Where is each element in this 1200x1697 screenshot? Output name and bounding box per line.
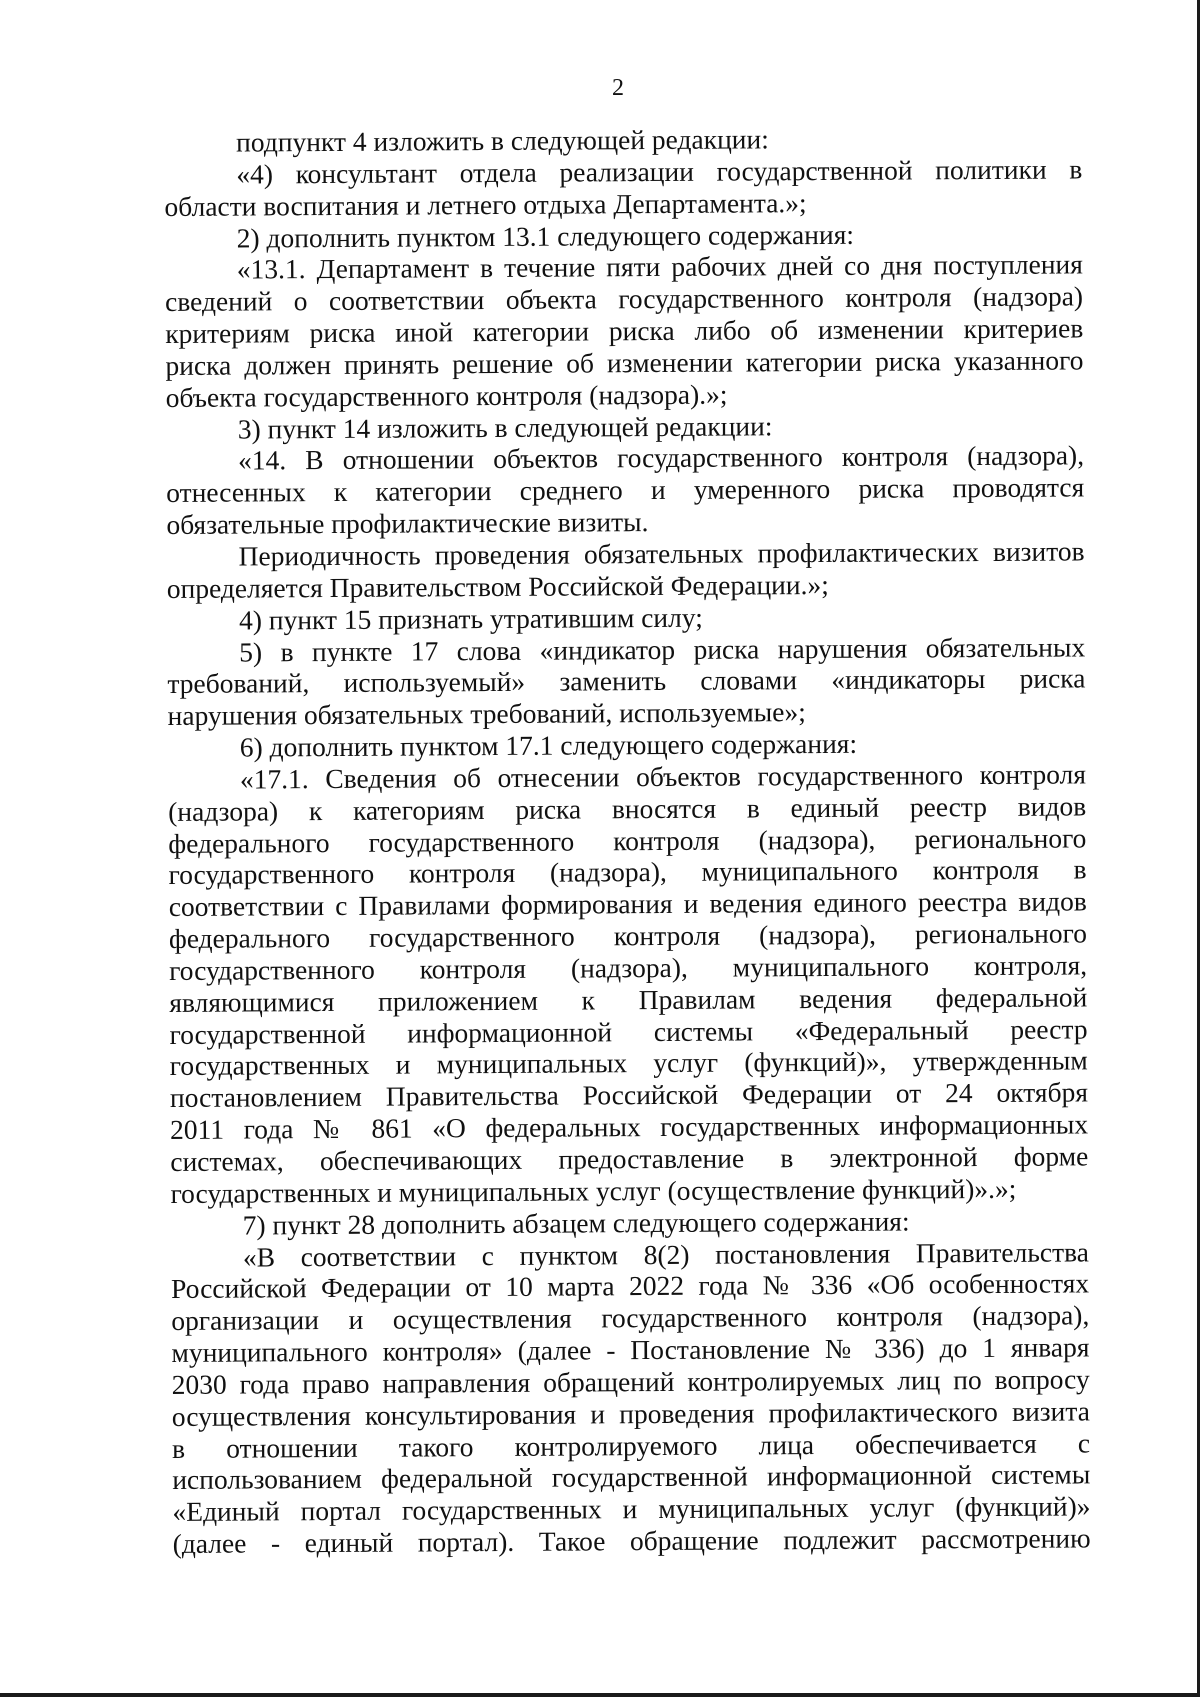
text-line: «Единый портал государственных и муниципальных услуг (функций)» <box>172 1490 1091 1528</box>
text-line: осуществления консультирования и проведения профилактического визита <box>171 1395 1090 1432</box>
text-line: 3) пункт 14 изложить в следующей редакции: <box>237 409 773 445</box>
page-number: 2 <box>612 75 624 101</box>
text-line: отнесенных к категории среднего и умеренного риска проводятся <box>166 471 1085 509</box>
text-line: определяется Правительством Российской Федерации.»; <box>166 568 829 604</box>
text-line: 2030 года право направления обращений контролируемых лиц по вопросу <box>171 1363 1090 1400</box>
text-line: использованием федеральной государственной информационной системы <box>172 1458 1091 1496</box>
text-line: муниципального контроля» (далее - Постановление № 336) до 1 января <box>171 1331 1090 1369</box>
text-line: объекта государственного контроля (надзора).»; <box>165 378 728 413</box>
text-line: области воспитания и летнего отдыха Департамента.»; <box>164 186 807 222</box>
text-line: критериям риска иной категории риска либо об изменении критериев <box>165 312 1084 350</box>
text-line: «В соответствии с пунктом 8(2) постановления Правительства <box>242 1235 1089 1273</box>
text-line: 7) пункт 28 дополнить абзацем следующего содержания: <box>242 1205 910 1241</box>
text-line: являющимися приложением к Правилам ведения федеральной <box>169 981 1088 1018</box>
text-line: 6) дополнить пунктом 17.1 следующего содержания: <box>239 727 858 763</box>
text-line: федерального государственного контроля (надзора), регионального <box>168 917 1088 955</box>
text-line: требований, используемый» заменить словами «индикаторы риска <box>167 662 1086 700</box>
text-line: «4) консультант отдела реализации государственной политики в <box>236 153 1083 190</box>
text-line: 2) дополнить пунктом 13.1 следующего содержания: <box>236 218 855 254</box>
text-line: государственного контроля (надзора), муниципального контроля, <box>169 949 1088 986</box>
text-line: в отношении такого контролируемого лица обеспечивается с <box>171 1426 1091 1464</box>
text-line: нарушения обязательных требований, используемые»; <box>167 696 806 732</box>
text-line: риска должен принять решение об изменении категории риска указанного <box>165 344 1084 381</box>
text-line: государственных и муниципальных услуг (осуществление функций)».»; <box>170 1172 1017 1209</box>
text-line: обязательные профилактические визиты. <box>166 506 649 541</box>
text-line: государственных и муниципальных услуг (функций)», утвержденным <box>169 1044 1088 1082</box>
text-line: 2011 года № 861 «О федеральных государственных информационных <box>170 1108 1089 1146</box>
text-line: «17.1. Сведения об отнесении объектов государственного контроля <box>239 758 1087 795</box>
text-line: Периодичность проведения обязательных профилактических визитов <box>238 535 1085 572</box>
text-line: 5) в пункте 17 слова «индикатор риска нарушения обязательных <box>239 630 1086 668</box>
text-line: «14. В отношении объектов государственного контроля (надзора), <box>237 439 1085 476</box>
text-line: «13.1. Департамент в течение пяти рабочих дней со дня поступления <box>236 248 1083 285</box>
text-line: подпункт 4 изложить в следующей редакции: <box>235 123 769 158</box>
text-line: (далее - единый портал). Такое обращение подлежит рассмотрению <box>172 1522 1091 1560</box>
text-line: (надзора) к категориям риска вносятся в единый реестр видов <box>168 790 1087 827</box>
text-line: сведений о соответствии объекта государственного контроля (надзора) <box>164 280 1084 318</box>
text-line: системах, обеспечивающих предоставление в электронной форме <box>170 1140 1089 1177</box>
text-line: соответствии с Правилами формирования и ведения единого реестра видов <box>168 885 1087 923</box>
text-line: государственной информационной системы «Федеральный реестр <box>169 1013 1088 1050</box>
text-line: Российской Федерации от 10 марта 2022 года № 336 «Об особенностях <box>171 1267 1090 1305</box>
text-line: федерального государственного контроля (надзора), регионального <box>168 821 1087 859</box>
text-line: 4) пункт 15 признать утратившим силу; <box>238 601 703 636</box>
document-body <box>164 121 1091 1560</box>
scan-edge-bottom <box>0 1693 1200 1697</box>
text-line: государственного контроля (надзора), муниципального контроля в <box>168 853 1087 891</box>
text-line: постановлением Правительства Российской Федерации от 24 октября <box>169 1076 1089 1114</box>
text-line: организации и осуществления государственного контроля (надзора), <box>171 1299 1090 1337</box>
